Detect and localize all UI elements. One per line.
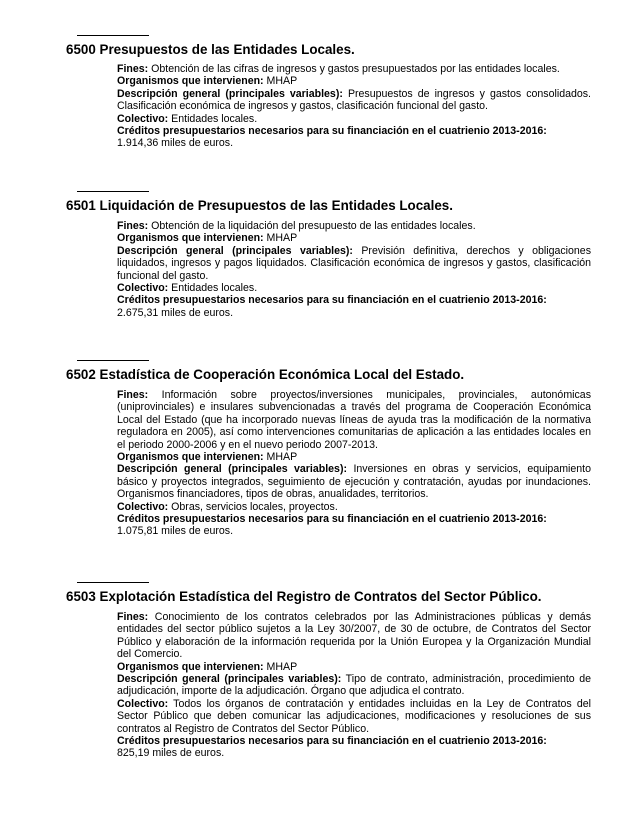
creditos-paragraph (117, 125, 591, 137)
colectivo-label: Colectivo: (117, 697, 169, 710)
creditos-paragraph (117, 294, 591, 306)
colectivo-paragraph (117, 282, 591, 294)
descripcion-text: Presupuestos de ingresos y gastos consolidados. Clasificación económica de ingresos y gastos, clasificación funcional del gasto. (117, 87, 592, 113)
colectivo-paragraph (117, 113, 591, 125)
fines-text: Conocimiento de los contratos celebrados por las Administraciones públicas y demás entidades del sector público sujetos a la Ley 30/2007, de 30 de octubre, de Contratos del Sector Público y elaboración de la información requerida por la Unión Europea y la Organización Mundial del Comercio. (117, 611, 592, 661)
section-body (117, 63, 591, 150)
creditos-value: 825,19 miles de euros. (117, 747, 225, 760)
section-title: 6502 Estadística de Cooperación Económica Local del Estado. (66, 367, 465, 382)
colectivo-paragraph (117, 698, 591, 735)
organismos-paragraph (117, 75, 591, 87)
fines-label: Fines: (117, 63, 149, 75)
creditos-label: Créditos presupuestarios necesarios para su financiación en el cuatrienio 2013-2016: (117, 125, 547, 138)
descripcion-label: Descripción general (principales variables): (117, 87, 343, 100)
colectivo-text: Entidades locales. (171, 282, 258, 295)
colectivo-text: Obras, servicios locales, proyectos. (171, 500, 338, 513)
creditos-label: Créditos presupuestarios necesarios para su financiación en el cuatrienio 2013-2016: (117, 735, 547, 748)
creditos-label: Créditos presupuestarios necesarios para su financiación en el cuatrienio 2013-2016: (117, 294, 547, 307)
fines-paragraph (117, 611, 591, 661)
organismos-text: MHAP (266, 75, 298, 88)
section-body (117, 220, 591, 319)
section-divider (77, 191, 149, 192)
section-divider (77, 582, 149, 583)
fines-paragraph (117, 220, 591, 232)
section-body (117, 611, 591, 760)
creditos-paragraph (117, 735, 591, 747)
section-title: 6500 Presupuestos de las Entidades Locales. (66, 42, 355, 57)
descripcion-label: Descripción general (principales variables): (117, 244, 353, 257)
descripcion-paragraph (117, 245, 591, 282)
descripcion-paragraph (117, 463, 591, 500)
organismos-paragraph (117, 232, 591, 244)
organismos-label: Organismos que intervienen: (117, 75, 264, 88)
descripcion-text: Tipo de contrato, administración, procedimiento de adjudicación, importe de la adjudicación. Órgano que adjudica el contrato. (117, 673, 591, 698)
colectivo-text: Entidades locales. (171, 112, 258, 125)
creditos-value: 2.675,31 miles de euros. (117, 306, 234, 319)
fines-paragraph (117, 63, 591, 75)
descripcion-text: Inversiones en obras y servicios, equipamiento básico y proyectos integrados, seguimiento de ejecución y contratación, ayudas por inundaciones. Organismos financiadores, tipos de obras, anualidades, territorios. (117, 463, 592, 501)
organismos-paragraph (117, 451, 591, 463)
colectivo-label: Colectivo: (117, 500, 169, 513)
descripcion-paragraph (117, 673, 591, 698)
organismos-label: Organismos que intervienen: (117, 660, 264, 673)
creditos-value: 1.914,36 miles de euros. (117, 137, 234, 150)
colectivo-text: Todos los órganos de contratación y entidades incluidas en la Ley de Contratos del Sector Público que deben comunicar las adjudicaciones, modificaciones y resoluciones de sus contratos al Registro de Contratos del Sector Público. (117, 697, 591, 735)
colectivo-label: Colectivo: (117, 112, 169, 125)
organismos-paragraph (117, 661, 591, 673)
fines-label: Fines: (117, 611, 149, 623)
creditos-paragraph (117, 513, 591, 525)
organismos-text: MHAP (266, 232, 298, 245)
fines-paragraph (117, 389, 591, 451)
fines-text: Información sobre proyectos/inversiones municipales, provinciales, autonómicas (uniprovinciales) e insulares subvencionadas a través del programa de Cooperación Económica Local del Estado (que ha incorporado nuevas líneas de ayuda tras la modificación de la normativa reguladora en 2005), así como intervenciones comunitarias de aplicación a las entidades locales en el periodo 2000-2006 y en el nuevo periodo 2007-2013. (117, 389, 591, 451)
section-divider (77, 35, 149, 36)
fines-text: Obtención de la liquidación del presupuesto de las entidades locales. (151, 220, 476, 232)
organismos-label: Organismos que intervienen: (117, 232, 264, 245)
colectivo-paragraph (117, 501, 591, 513)
section-body (117, 389, 591, 538)
section-title: 6503 Explotación Estadística del Registro de Contratos del Sector Público. (66, 589, 542, 604)
organismos-text: MHAP (266, 451, 298, 464)
section-title: 6501 Liquidación de Presupuestos de las Entidades Locales. (66, 198, 453, 213)
fines-text: Obtención de las cifras de ingresos y gastos presupuestados por las entidades locales. (151, 63, 560, 75)
organismos-label: Organismos que intervienen: (117, 451, 264, 464)
section-divider (77, 360, 149, 361)
descripcion-paragraph (117, 88, 591, 113)
creditos-label: Créditos presupuestarios necesarios para su financiación en el cuatrienio 2013-2016: (117, 513, 547, 526)
organismos-text: MHAP (266, 660, 298, 673)
descripcion-label: Descripción general (principales variables): (117, 673, 342, 686)
descripcion-label: Descripción general (principales variables): (117, 463, 348, 476)
fines-label: Fines: (117, 389, 149, 401)
creditos-value: 1.075,81 miles de euros. (117, 525, 234, 538)
descripcion-text: Previsión definitiva, derechos y obligaciones liquidados, ingresos y pagos liquidados. Clasificación económica de ingresos y gastos, clasificación funcional del gasto. (117, 244, 591, 282)
colectivo-label: Colectivo: (117, 282, 169, 295)
fines-label: Fines: (117, 220, 149, 232)
